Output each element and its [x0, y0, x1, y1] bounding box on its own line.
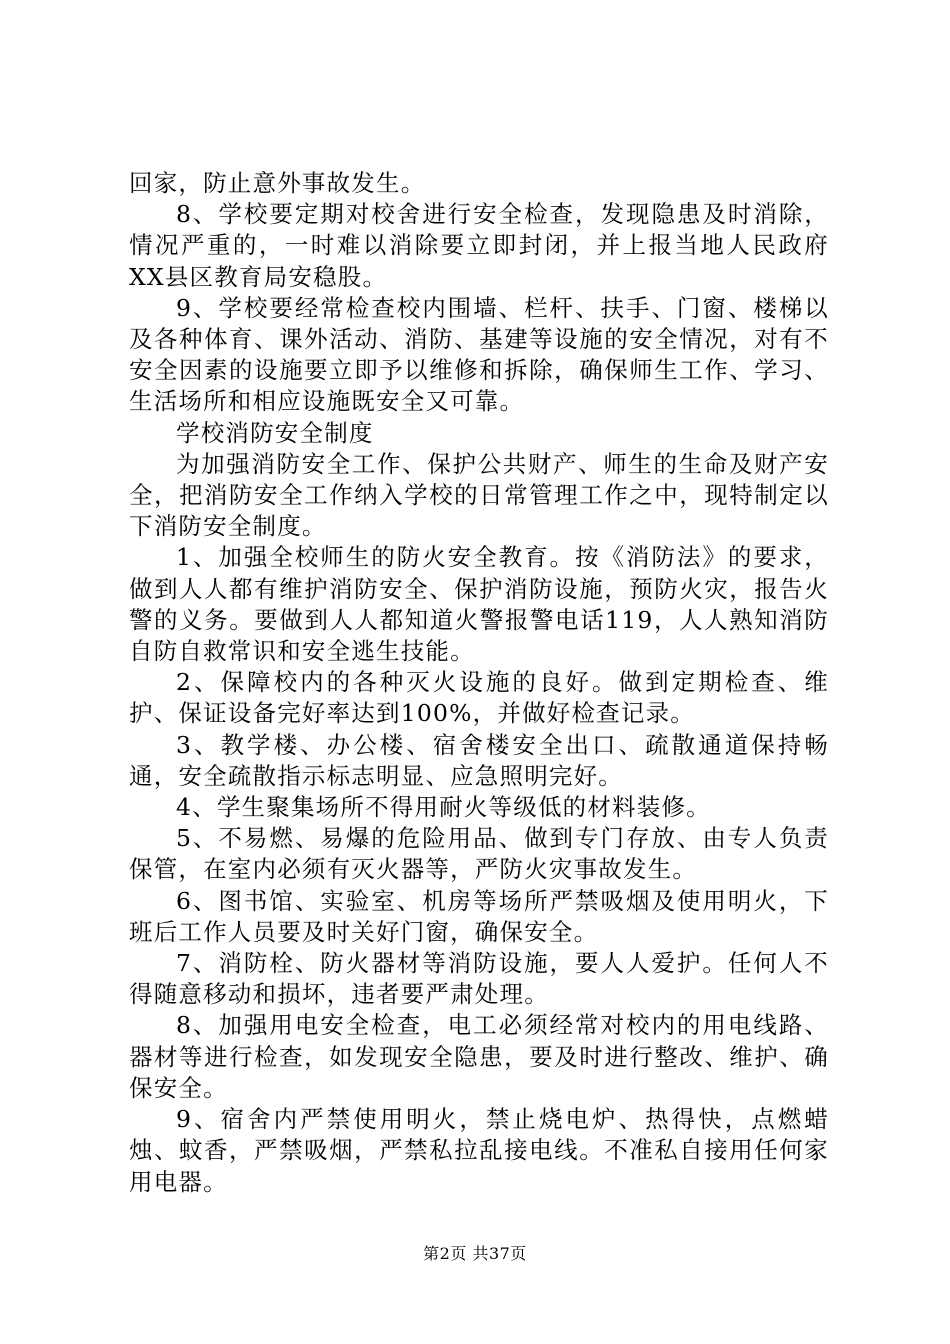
- paragraph-14: 9、宿舍内严禁使用明火，禁止烧电炉、热得快，点燃蜡烛、蚊香，严禁吸烟，严禁私拉乱接电线。不准私自接用任何家用电器。: [129, 1105, 829, 1196]
- paragraph-10: 5、不易燃、易爆的危险用品、做到专门存放、由专人负责保管，在室内必须有灭火器等，严防火灾事故发生。: [129, 824, 829, 884]
- paragraph-3: 9、学校要经常检查校内围墙、栏杆、扶手、门窗、楼梯以及各种体育、课外活动、消防、基建等设施的安全情况，对有不安全因素的设施要立即予以维修和拆除，确保师生工作、学习、生活场所和相应设施既安全又可靠。: [129, 293, 829, 416]
- paragraph-9: 4、学生聚集场所不得用耐火等级低的材料装修。: [176, 793, 711, 822]
- paragraph-2: 8、学校要定期对校舍进行安全检查，发现隐患及时消除，情况严重的，一时难以消除要立即封闭，并上报当地人民政府XX县区教育局安稳股。: [129, 200, 829, 291]
- paragraph-1: 回家，防止意外事故发生。: [129, 169, 426, 197]
- document-body: [129, 168, 829, 1198]
- paragraph-13: 8、加强用电安全检查，电工必须经常对校内的用电线路、器材等进行检查，如发现安全隐患，要及时进行整改、维护、确保安全。: [129, 1011, 829, 1102]
- paragraph-5: 为加强消防安全工作、保护公共财产、师生的生命及财产安全，把消防安全工作纳入学校的日常管理工作之中，现特制定以下消防安全制度。: [129, 449, 829, 541]
- paragraph-8: 3、教学楼、办公楼、宿舍楼安全出口、疏散通道保持畅通，安全疏散指示标志明显、应急照明完好。: [129, 730, 829, 790]
- paragraph-7: 2、保障校内的各种灭火设施的良好。做到定期检查、维护、保证设备完好率达到100%，并做好检查记录。: [129, 668, 829, 728]
- section-heading: 学校消防安全制度: [176, 418, 374, 447]
- page-number-label: 第2页 共37页: [423, 1244, 527, 1263]
- page-footer: [0, 1244, 950, 1264]
- paragraph-6: 1、加强全校师生的防火安全教育。按《消防法》的要求，做到人人都有维护消防安全、保护消防设施，预防火灾，报告火警的义务。要做到人人都知道火警报警电话119，人人熟知消防自防自救常识和安全逃生技能。: [129, 543, 829, 666]
- paragraph-12: 7、消防栓、防火器材等消防设施，要人人爱护。任何人不得随意移动和损坏，违者要严肃处理。: [129, 949, 829, 1009]
- paragraph-11: 6、图书馆、实验室、机房等场所严禁吸烟及使用明火，下班后工作人员要及时关好门窗，确保安全。: [129, 886, 829, 946]
